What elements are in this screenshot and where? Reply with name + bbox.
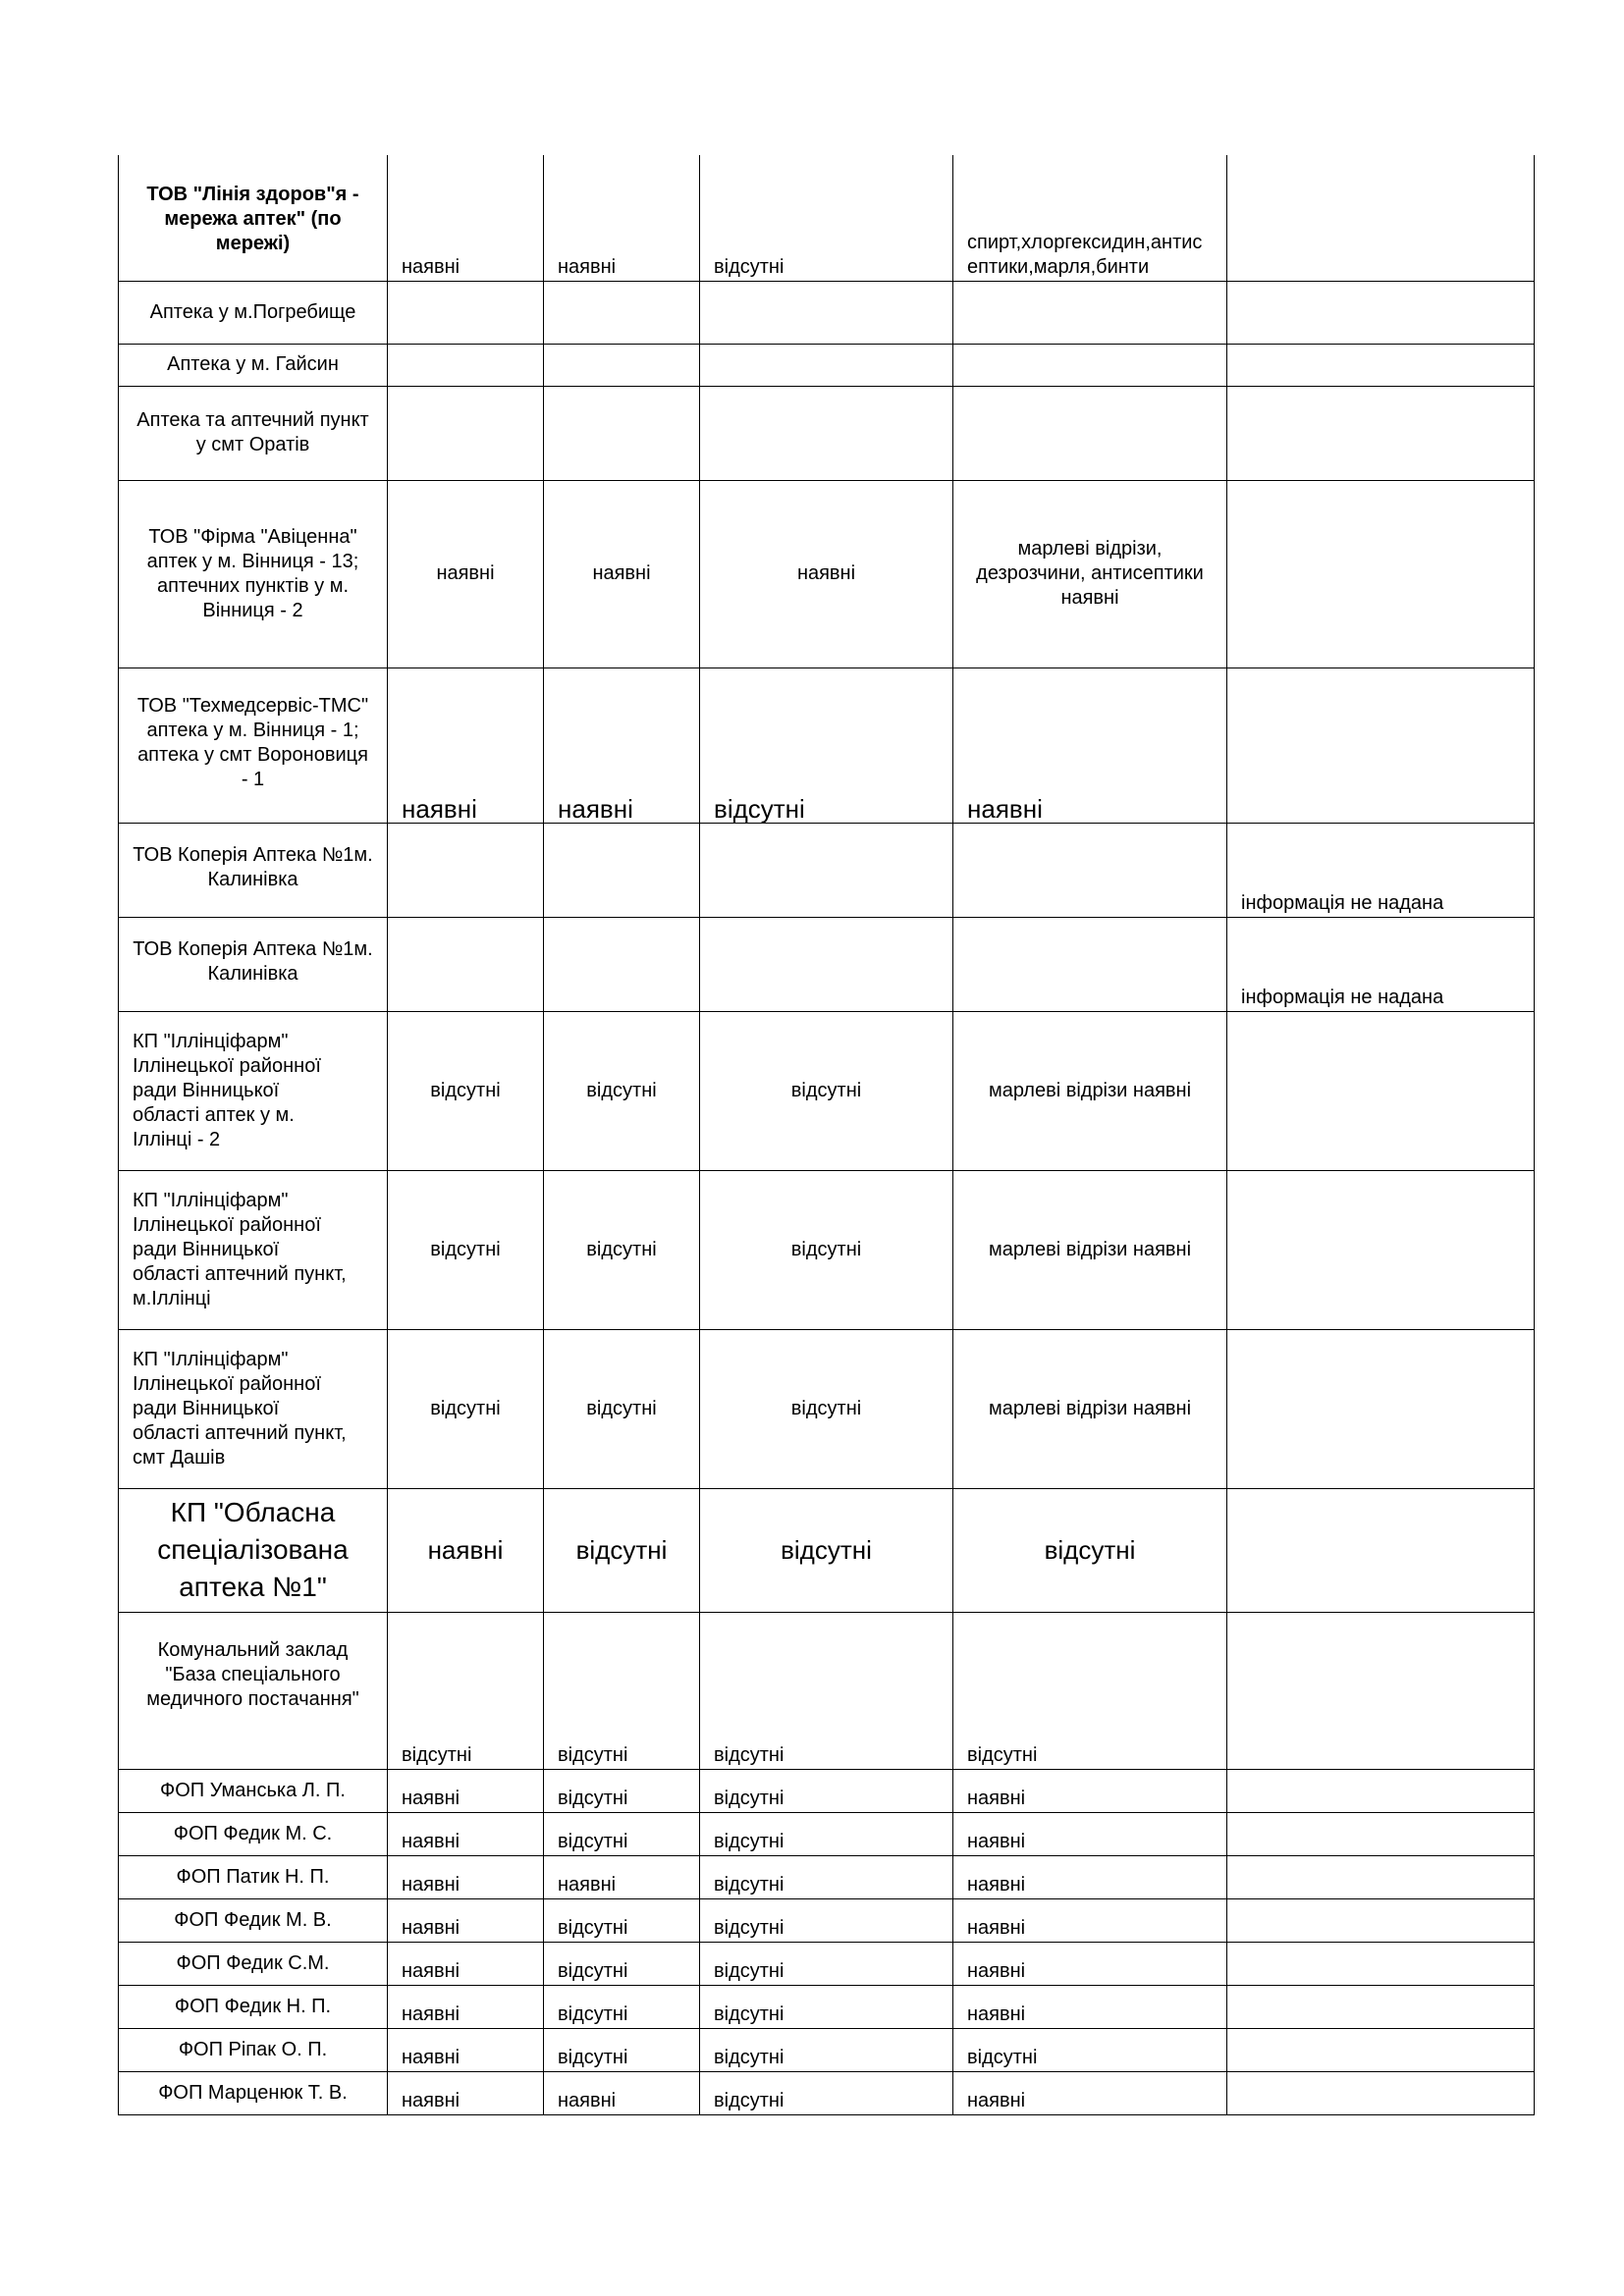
cell-col1: наявні bbox=[388, 1985, 544, 2028]
cell-col4: наявні bbox=[953, 667, 1227, 823]
cell-col1: відсутні bbox=[388, 1329, 544, 1488]
cell-col5 bbox=[1227, 1488, 1535, 1612]
pharmacy-name: ФОП Уманська Л. П. bbox=[119, 1769, 388, 1812]
table-row bbox=[119, 281, 1535, 344]
table-row bbox=[119, 1855, 1535, 1898]
cell-col5 bbox=[1227, 1985, 1535, 2028]
cell-col3: відсутні bbox=[700, 1329, 953, 1488]
cell-col4: марлеві відрізи наявні bbox=[953, 1170, 1227, 1329]
cell-col2 bbox=[544, 281, 700, 344]
pharmacy-name: Аптека та аптечний пункт у смт Оратів bbox=[119, 386, 388, 480]
cell-col1: наявні bbox=[388, 667, 544, 823]
cell-col5 bbox=[1227, 281, 1535, 344]
cell-col3: відсутні bbox=[700, 155, 953, 281]
cell-col4: наявні bbox=[953, 1812, 1227, 1855]
cell-col1: відсутні bbox=[388, 1170, 544, 1329]
cell-col2: наявні bbox=[544, 2071, 700, 2114]
pharmacy-name: ФОП Марценюк Т. В. bbox=[119, 2071, 388, 2114]
cell-col2: відсутні bbox=[544, 1170, 700, 1329]
cell-col5: інформація не надана bbox=[1227, 823, 1535, 917]
cell-col2: наявні bbox=[544, 1855, 700, 1898]
cell-col1: наявні bbox=[388, 1855, 544, 1898]
cell-col5 bbox=[1227, 155, 1535, 281]
table-row bbox=[119, 1985, 1535, 2028]
cell-col4 bbox=[953, 281, 1227, 344]
cell-col3 bbox=[700, 386, 953, 480]
cell-col2: відсутні bbox=[544, 2028, 700, 2071]
table-row bbox=[119, 2071, 1535, 2114]
cell-col2 bbox=[544, 917, 700, 1011]
table-row bbox=[119, 155, 1535, 281]
cell-col5 bbox=[1227, 1329, 1535, 1488]
cell-col4: наявні bbox=[953, 1855, 1227, 1898]
cell-col4 bbox=[953, 917, 1227, 1011]
cell-col4: наявні bbox=[953, 2071, 1227, 2114]
cell-col1: наявні bbox=[388, 480, 544, 667]
cell-col5 bbox=[1227, 1170, 1535, 1329]
cell-col3: відсутні bbox=[700, 1898, 953, 1942]
table-row bbox=[119, 1812, 1535, 1855]
pharmacy-name: КП "Іллінціфарм" Іллінецької районної ради Вінницької області аптек у м. Іллінці - 2 bbox=[119, 1011, 388, 1170]
cell-col5 bbox=[1227, 667, 1535, 823]
cell-col1: наявні bbox=[388, 2071, 544, 2114]
table-row bbox=[119, 1329, 1535, 1488]
cell-col2 bbox=[544, 344, 700, 386]
cell-col3: відсутні bbox=[700, 1985, 953, 2028]
cell-col5: інформація не надана bbox=[1227, 917, 1535, 1011]
cell-col4: наявні bbox=[953, 1942, 1227, 1985]
cell-col2: відсутні bbox=[544, 1329, 700, 1488]
cell-col1: наявні bbox=[388, 1769, 544, 1812]
cell-col1: наявні bbox=[388, 1898, 544, 1942]
cell-col5 bbox=[1227, 1855, 1535, 1898]
cell-col2: наявні bbox=[544, 667, 700, 823]
pharmacy-name: ФОП Федик С.М. bbox=[119, 1942, 388, 1985]
cell-col2: відсутні bbox=[544, 1898, 700, 1942]
cell-col3: відсутні bbox=[700, 1488, 953, 1612]
cell-col5 bbox=[1227, 1769, 1535, 1812]
cell-col1: наявні bbox=[388, 2028, 544, 2071]
cell-col3: відсутні bbox=[700, 2028, 953, 2071]
cell-col5 bbox=[1227, 1011, 1535, 1170]
cell-col4: наявні bbox=[953, 1898, 1227, 1942]
cell-col2 bbox=[544, 386, 700, 480]
pharmacy-name: ТОВ "Техмедсервіс-ТМС" аптека у м. Вінниця - 1; аптека у смт Вороновиця - 1 bbox=[119, 667, 388, 823]
cell-col3: відсутні bbox=[700, 667, 953, 823]
cell-col3 bbox=[700, 344, 953, 386]
cell-col4 bbox=[953, 386, 1227, 480]
table-row bbox=[119, 917, 1535, 1011]
cell-col3: відсутні bbox=[700, 1170, 953, 1329]
cell-col5 bbox=[1227, 2028, 1535, 2071]
cell-col1 bbox=[388, 281, 544, 344]
cell-col2: відсутні bbox=[544, 1011, 700, 1170]
cell-col2 bbox=[544, 823, 700, 917]
cell-col2: наявні bbox=[544, 155, 700, 281]
cell-col2: відсутні bbox=[544, 1769, 700, 1812]
table-row bbox=[119, 2028, 1535, 2071]
cell-col3: відсутні bbox=[700, 1612, 953, 1769]
table-row bbox=[119, 344, 1535, 386]
cell-col4: марлеві відрізи наявні bbox=[953, 1329, 1227, 1488]
cell-col1: наявні bbox=[388, 1942, 544, 1985]
pharmacy-table bbox=[118, 155, 1535, 2115]
cell-col5 bbox=[1227, 480, 1535, 667]
cell-col5 bbox=[1227, 1898, 1535, 1942]
cell-col5 bbox=[1227, 1942, 1535, 1985]
cell-col1: наявні bbox=[388, 1812, 544, 1855]
pharmacy-name: ФОП Федик Н. П. bbox=[119, 1985, 388, 2028]
pharmacy-name: КП "Іллінціфарм" Іллінецької районної ради Вінницької області аптечний пункт, м.Іллінці bbox=[119, 1170, 388, 1329]
pharmacy-name: КП "Іллінціфарм" Іллінецької районної ради Вінницької області аптечний пункт, смт Дашів bbox=[119, 1329, 388, 1488]
table-row bbox=[119, 1898, 1535, 1942]
cell-col5 bbox=[1227, 1612, 1535, 1769]
pharmacy-name: ТОВ "Фірма "Авіценна" аптек у м. Вінниця - 13; аптечних пунктів у м. Вінниця - 2 bbox=[119, 480, 388, 667]
cell-col3 bbox=[700, 917, 953, 1011]
table-row bbox=[119, 1769, 1535, 1812]
pharmacy-name: ФОП Патик Н. П. bbox=[119, 1855, 388, 1898]
cell-col4: відсутні bbox=[953, 1488, 1227, 1612]
table-row bbox=[119, 386, 1535, 480]
cell-col5 bbox=[1227, 386, 1535, 480]
cell-col3: відсутні bbox=[700, 1942, 953, 1985]
table-row bbox=[119, 1488, 1535, 1612]
cell-col3: відсутні bbox=[700, 1769, 953, 1812]
cell-col2: відсутні bbox=[544, 1985, 700, 2028]
cell-col3 bbox=[700, 281, 953, 344]
cell-col4: спирт,хлоргексидин,антисептики,марля,бинти bbox=[953, 155, 1227, 281]
cell-col3: відсутні bbox=[700, 2071, 953, 2114]
table-row bbox=[119, 823, 1535, 917]
cell-col4: марлеві відрізи наявні bbox=[953, 1011, 1227, 1170]
cell-col1: відсутні bbox=[388, 1011, 544, 1170]
cell-col5 bbox=[1227, 1812, 1535, 1855]
cell-col2: відсутні bbox=[544, 1612, 700, 1769]
pharmacy-name: ФОП Ріпак О. П. bbox=[119, 2028, 388, 2071]
cell-col1 bbox=[388, 823, 544, 917]
cell-col4: відсутні bbox=[953, 1612, 1227, 1769]
cell-col5 bbox=[1227, 2071, 1535, 2114]
cell-col2: відсутні bbox=[544, 1942, 700, 1985]
cell-col1 bbox=[388, 386, 544, 480]
cell-col2: відсутні bbox=[544, 1488, 700, 1612]
cell-col5 bbox=[1227, 344, 1535, 386]
cell-col3: відсутні bbox=[700, 1812, 953, 1855]
table-row bbox=[119, 1612, 1535, 1769]
pharmacy-name: ФОП Федик М. С. bbox=[119, 1812, 388, 1855]
pharmacy-name: ФОП Федик М. В. bbox=[119, 1898, 388, 1942]
pharmacy-name: Аптека у м.Погребище bbox=[119, 281, 388, 344]
cell-col4: наявні bbox=[953, 1985, 1227, 2028]
cell-col1 bbox=[388, 917, 544, 1011]
cell-col4 bbox=[953, 344, 1227, 386]
cell-col4 bbox=[953, 823, 1227, 917]
table-row bbox=[119, 1942, 1535, 1985]
cell-col1: наявні bbox=[388, 1488, 544, 1612]
pharmacy-name: ТОВ Коперія Аптека №1м. Калинівка bbox=[119, 917, 388, 1011]
pharmacy-name: Аптека у м. Гайсин bbox=[119, 344, 388, 386]
pharmacy-name: Комунальний заклад "База спеціального медичного постачання" bbox=[119, 1612, 388, 1769]
cell-col4: марлеві відрізи, дезрозчини, антисептики наявні bbox=[953, 480, 1227, 667]
cell-col3: наявні bbox=[700, 480, 953, 667]
pharmacy-name: ТОВ Коперія Аптека №1м. Калинівка bbox=[119, 823, 388, 917]
pharmacy-name: ТОВ "Лінія здоров"я - мережа аптек" (по мережі) bbox=[119, 155, 388, 281]
cell-col1 bbox=[388, 344, 544, 386]
table-row bbox=[119, 667, 1535, 823]
cell-col1: наявні bbox=[388, 155, 544, 281]
table-row bbox=[119, 1011, 1535, 1170]
table-row bbox=[119, 480, 1535, 667]
pharmacy-name: КП "Обласна спеціалізована аптека №1" bbox=[119, 1488, 388, 1612]
cell-col3: відсутні bbox=[700, 1011, 953, 1170]
cell-col2: наявні bbox=[544, 480, 700, 667]
table-row bbox=[119, 1170, 1535, 1329]
cell-col4: відсутні bbox=[953, 2028, 1227, 2071]
cell-col4: наявні bbox=[953, 1769, 1227, 1812]
cell-col2: відсутні bbox=[544, 1812, 700, 1855]
cell-col3 bbox=[700, 823, 953, 917]
cell-col1: відсутні bbox=[388, 1612, 544, 1769]
cell-col3: відсутні bbox=[700, 1855, 953, 1898]
